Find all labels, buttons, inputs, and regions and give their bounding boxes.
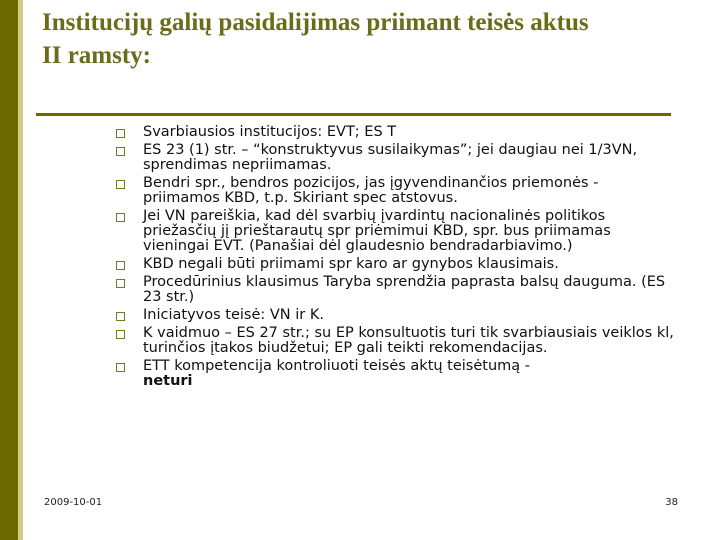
bullet-item: [116, 176, 676, 206]
bullet-item: [116, 308, 676, 323]
side-accent-bar: [0, 0, 18, 540]
bullet-text: Svarbiausios institucijos: EVT; ES T: [143, 124, 397, 140]
square-bullet-icon: [116, 129, 125, 138]
bullet-text: Procedūrinius klausimus Taryba sprendžia paprasta balsų dauguma. (ES 23 str.): [143, 273, 666, 305]
square-bullet-icon: [116, 363, 125, 372]
bullet-text: ETT kompetencija kontroliuoti teisės aktų teisėtumą -: [143, 357, 531, 374]
bullet-text: Bendri spr., bendros pozicijos, jas įgyvendinančios priemonės - priimamos KBD, t.p. Skiriant spec atstovus.: [143, 174, 599, 206]
title-divider: [36, 113, 671, 116]
side-accent-stripe: [18, 0, 23, 540]
title-line-1: Institucijų galių pasidalijimas priimant teisės aktus: [42, 9, 589, 36]
bullet-text: ES 23 (1) str. – “konstruktyvus susilaikymas”; jei daugiau nei 1/3VN, sprendimas nepriimamas.: [143, 141, 638, 173]
footer-date: 2009-10-01: [44, 497, 103, 508]
title-line-2: II ramsty:: [42, 42, 152, 69]
bullet-item: [116, 209, 676, 255]
square-bullet-icon: [116, 330, 125, 339]
bullet-text: KBD negali būti priimami spr karo ar gynybos klausimais.: [143, 256, 559, 272]
square-bullet-icon: [116, 147, 125, 156]
bullet-text: Iniciatyvos teisė: VN ir K.: [143, 306, 324, 323]
square-bullet-icon: [116, 213, 125, 222]
bullet-bold-text: neturi: [143, 372, 193, 389]
bullet-text: Jei VN pareiškia, kad dėl svarbių įvardintų nacionalinės politikos priežasčių jį prieštarautų spr priėmimui KBD, spr. bus priimamas vieningai EVT. (Panašiai dėl glaudesnio bendradarbiavimo.): [143, 207, 611, 255]
slide-title: [42, 6, 692, 72]
bullet-item: [116, 143, 676, 173]
square-bullet-icon: [116, 180, 125, 189]
bullet-item: [116, 359, 676, 389]
bullet-item: [116, 326, 676, 356]
square-bullet-icon: [116, 261, 125, 270]
bullet-list: [116, 125, 676, 392]
page-number: 38: [665, 497, 678, 508]
bullet-text: K vaidmuo – ES 27 str.; su EP konsultuotis turi tik svarbiausiais veiklos kl, turinčios įtakos biudžetui; EP gali teikti rekomendacijas.: [143, 324, 674, 356]
bullet-item: [116, 125, 676, 140]
square-bullet-icon: [116, 312, 125, 321]
square-bullet-icon: [116, 279, 125, 288]
bullet-item: [116, 275, 676, 305]
bullet-item: [116, 257, 676, 272]
